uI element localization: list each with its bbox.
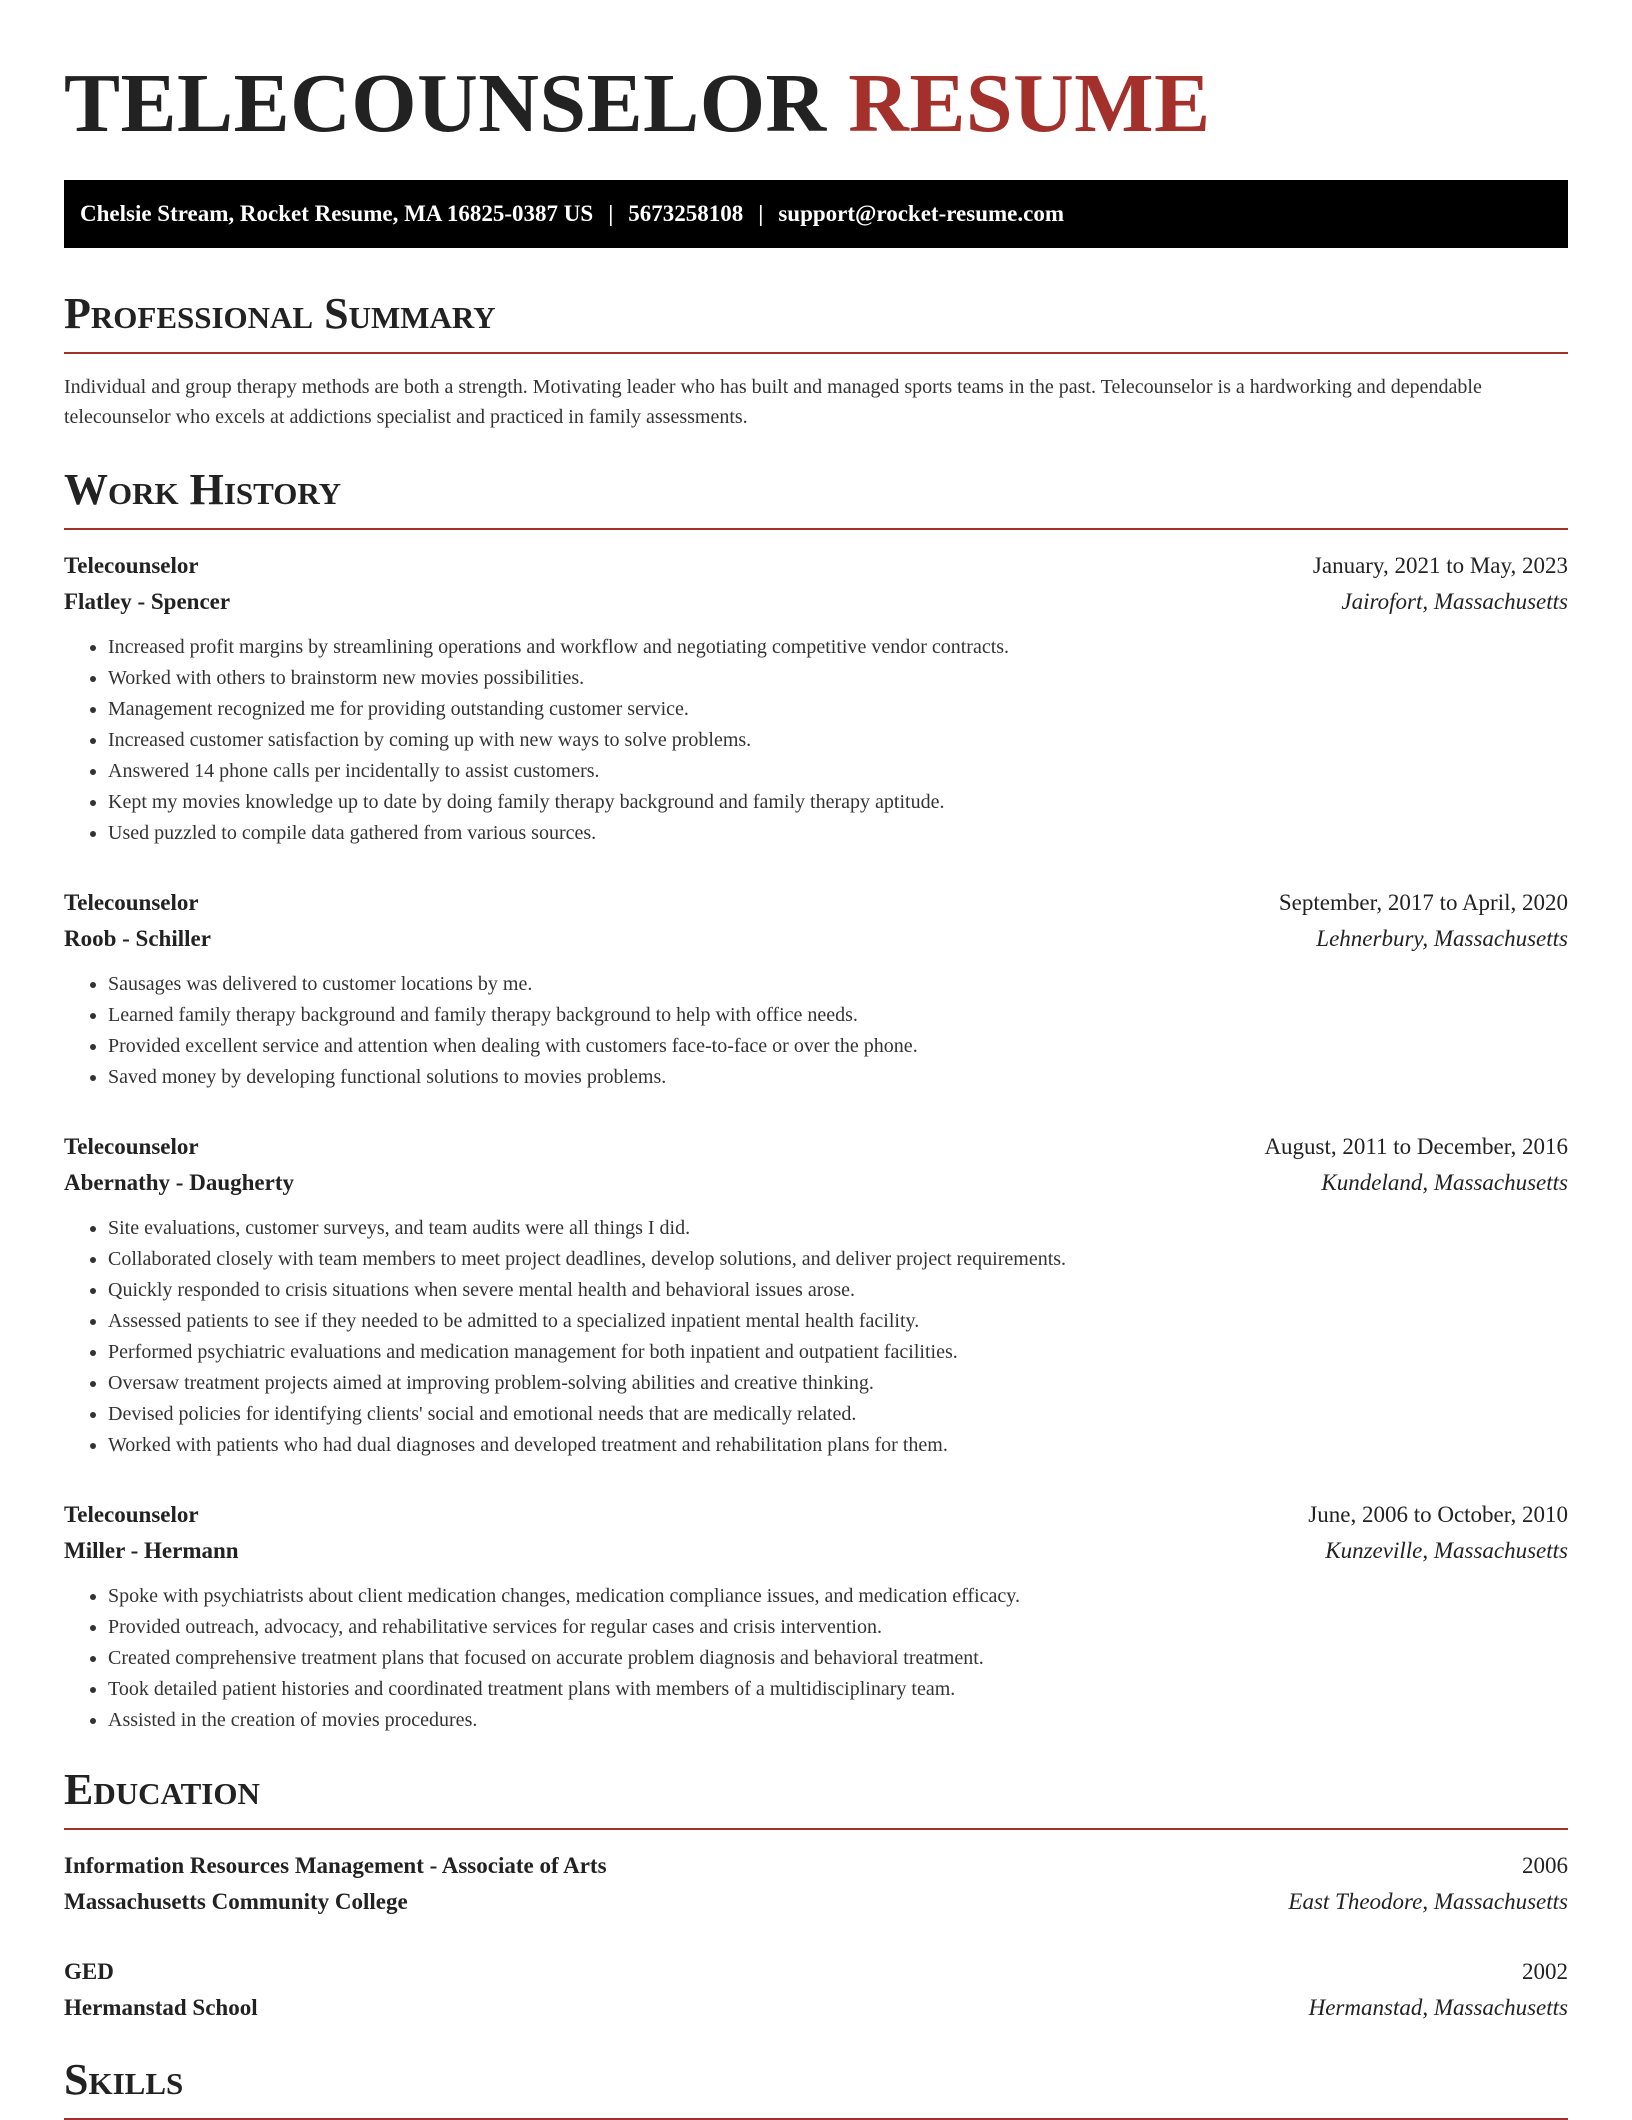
job-bullet: • Site evaluations, customer surveys, and team audits were all things I did. (108, 1213, 1568, 1244)
title-main: TELECOUNSELOR (64, 57, 827, 150)
job-location: Kunzeville, Massachusetts (1325, 1538, 1568, 1563)
job-bullet: • Performed psychiatric evaluations and medication management for both inpatient and outpatient facilities. (108, 1337, 1568, 1368)
job-bullets (64, 969, 1568, 1093)
education-school-row (64, 1990, 1568, 2026)
job-company-row (64, 1165, 1568, 1201)
job-company: Abernathy - Daugherty (64, 1170, 294, 1195)
job-bullet: • Answered 14 phone calls per incidentally to assist customers. (108, 756, 1568, 787)
education-degree: GED (64, 1959, 114, 1984)
job-bullet: • Quickly responded to crisis situations when severe mental health and behavioral issues arose. (108, 1275, 1568, 1306)
job-bullets (64, 1213, 1568, 1461)
contact-address: Chelsie Stream, Rocket Resume, MA 16825-0387 US (80, 201, 594, 226)
job-location: Jairofort, Massachusetts (1341, 589, 1568, 614)
job-title: Telecounselor (64, 1502, 199, 1527)
job-bullet: • Assessed patients to see if they needed to be admitted to a specialized inpatient mental health facility. (108, 1306, 1568, 1337)
education-year: 2006 (1522, 1853, 1568, 1878)
education-school: Hermanstad School (64, 1995, 258, 2020)
job-company-row (64, 921, 1568, 957)
education-heading: Education (64, 1764, 1568, 1830)
job-bullet: • Worked with others to brainstorm new movies possibilities. (108, 663, 1568, 694)
job-bullet: • Saved money by developing functional solutions to movies problems. (108, 1062, 1568, 1093)
job-bullet: • Increased customer satisfaction by coming up with new ways to solve problems. (108, 725, 1568, 756)
job-bullet: • Devised policies for identifying clients' social and emotional needs that are medically related. (108, 1399, 1568, 1430)
job-bullet: • Took detailed patient histories and coordinated treatment plans with members of a multidisciplinary team. (108, 1674, 1568, 1705)
job-bullet: • Learned family therapy background and family therapy background to help with office needs. (108, 1000, 1568, 1031)
summary-heading: Professional Summary (64, 288, 1568, 354)
job-dates: June, 2006 to October, 2010 (1308, 1502, 1568, 1527)
education-school: Massachusetts Community College (64, 1889, 408, 1914)
education-location: Hermanstad, Massachusetts (1308, 1995, 1568, 2020)
job-bullet: • Increased profit margins by streamlining operations and workflow and negotiating competitive vendor contracts. (108, 632, 1568, 663)
job-bullet: • Management recognized me for providing outstanding customer service. (108, 694, 1568, 725)
job-bullet: • Collaborated closely with team members to meet project deadlines, develop solutions, and deliver project requirements. (108, 1244, 1568, 1275)
job-bullet: • Provided excellent service and attention when dealing with customers face-to-face or over the phone. (108, 1031, 1568, 1062)
job-company-row (64, 1533, 1568, 1569)
job-dates: January, 2021 to May, 2023 (1312, 553, 1568, 578)
job-header-row (64, 885, 1568, 921)
education-year: 2002 (1522, 1959, 1568, 1984)
education-header-row (64, 1848, 1568, 1884)
job-company-row (64, 584, 1568, 620)
title-accent: RESUME (848, 57, 1211, 150)
job-dates: August, 2011 to December, 2016 (1264, 1134, 1568, 1159)
job-entry (64, 885, 1568, 1093)
education-entry (64, 1954, 1568, 2026)
education-degree: Information Resources Management - Associate of Arts (64, 1853, 607, 1878)
job-bullet: • Sausages was delivered to customer locations by me. (108, 969, 1568, 1000)
job-header-row (64, 1129, 1568, 1165)
job-title: Telecounselor (64, 890, 199, 915)
job-bullet: • Created comprehensive treatment plans that focused on accurate problem diagnosis and behavioral treatment. (108, 1643, 1568, 1674)
job-dates: September, 2017 to April, 2020 (1278, 890, 1568, 915)
job-title: Telecounselor (64, 1134, 199, 1159)
resume-title (64, 0, 1568, 152)
job-bullet: • Provided outreach, advocacy, and rehabilitative services for regular cases and crisis intervention. (108, 1612, 1568, 1643)
education-school-row (64, 1884, 1568, 1920)
skills-heading: Skills (64, 2054, 1568, 2120)
job-header-row (64, 548, 1568, 584)
contact-email: support@rocket-resume.com (778, 201, 1064, 226)
job-company: Roob - Schiller (64, 926, 211, 951)
summary-text: Individual and group therapy methods are both a strength. Motivating leader who has built and managed sports teams in the past. Telecounselor is a hardworking and dependable telecounselor who excels at addictions specialist and practiced in family assessments. (64, 376, 1482, 428)
job-header-row (64, 1497, 1568, 1533)
job-bullet: • Worked with patients who had dual diagnoses and developed treatment and rehabilitation plans for them. (108, 1430, 1568, 1461)
work-history-heading: Work History (64, 464, 1568, 530)
education-location: East Theodore, Massachusetts (1288, 1889, 1568, 1914)
contact-separator: | (608, 201, 614, 226)
job-location: Kundeland, Massachusetts (1321, 1170, 1568, 1195)
job-bullet: • Used puzzled to compile data gathered from various sources. (108, 818, 1568, 849)
job-entry (64, 1497, 1568, 1736)
job-company: Miller - Hermann (64, 1538, 239, 1563)
job-bullet: • Oversaw treatment projects aimed at improving problem-solving abilities and creative thinking. (108, 1368, 1568, 1399)
education-entry (64, 1848, 1568, 1920)
job-bullet: • Spoke with psychiatrists about client medication changes, medication compliance issues, and medication efficacy. (108, 1581, 1568, 1612)
job-entry (64, 1129, 1568, 1461)
job-bullets (64, 632, 1568, 849)
job-bullets (64, 1581, 1568, 1736)
job-title: Telecounselor (64, 553, 199, 578)
contact-bar (64, 180, 1568, 248)
contact-separator: | (758, 201, 764, 226)
job-entry (64, 548, 1568, 849)
contact-phone: 5673258108 (628, 201, 744, 226)
education-header-row (64, 1954, 1568, 1990)
job-bullet: • Kept my movies knowledge up to date by doing family therapy background and family therapy aptitude. (108, 787, 1568, 818)
job-location: Lehnerbury, Massachusetts (1316, 926, 1568, 951)
job-bullet: • Assisted in the creation of movies procedures. (108, 1705, 1568, 1736)
job-company: Flatley - Spencer (64, 589, 231, 614)
